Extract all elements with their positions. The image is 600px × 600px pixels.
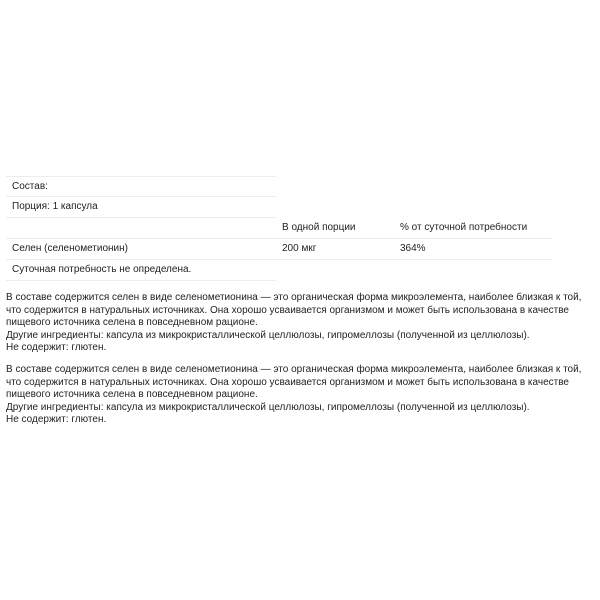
product-description	[6, 292, 586, 355]
table-row	[6, 239, 552, 260]
serving-row	[6, 197, 276, 218]
free-of-text: Не содержит: глютен.	[6, 414, 107, 425]
other-ingredients-text: Другие ингредиенты: капсула из микрокристаллической целлюлозы, гипромеллозы (полученной из целлюлозы).	[6, 329, 530, 341]
serving-label: Порция: 1 капсула	[12, 201, 98, 212]
composition-row	[6, 176, 276, 197]
daily-value-footnote: Суточная потребность не определена.	[12, 264, 192, 275]
nutrient-amount: 200 мкг	[282, 243, 317, 254]
daily-value-header: % от суточной потребности	[400, 222, 528, 233]
description-main-text: В составе содержится селен в виде селенометионина — это органическая форма микроэлемента, наиболее близкая к той, что содержится в натуральных источниках. Она хорошо усваивается организмом и может быть использована в качестве пищевого источника селена в повседневном рационе.	[6, 364, 582, 400]
description-main-text: В составе содержится селен в виде селенометионина — это органическая форма микроэлемента, наиболее близкая к той, что содержится в натуральных источниках. Она хорошо усваивается организмом и может быть использована в качестве пищевого источника селена в повседневном рационе.	[6, 292, 582, 328]
supplement-facts-table	[6, 176, 552, 281]
other-ingredients-text: Другие ингредиенты: капсула из микрокристаллической целлюлозы, гипромеллозы (полученной из целлюлозы).	[6, 401, 530, 413]
footnote-row	[6, 260, 276, 281]
per-serving-header: В одной порции	[282, 222, 356, 233]
free-of-text: Не содержит: глютен.	[6, 342, 107, 353]
composition-label: Состав:	[12, 181, 48, 192]
nutrient-daily-value: 364%	[400, 243, 426, 254]
product-description-repeat	[6, 364, 586, 427]
nutrient-name: Селен (селенометионин)	[12, 243, 128, 254]
table-header-row	[6, 218, 552, 239]
